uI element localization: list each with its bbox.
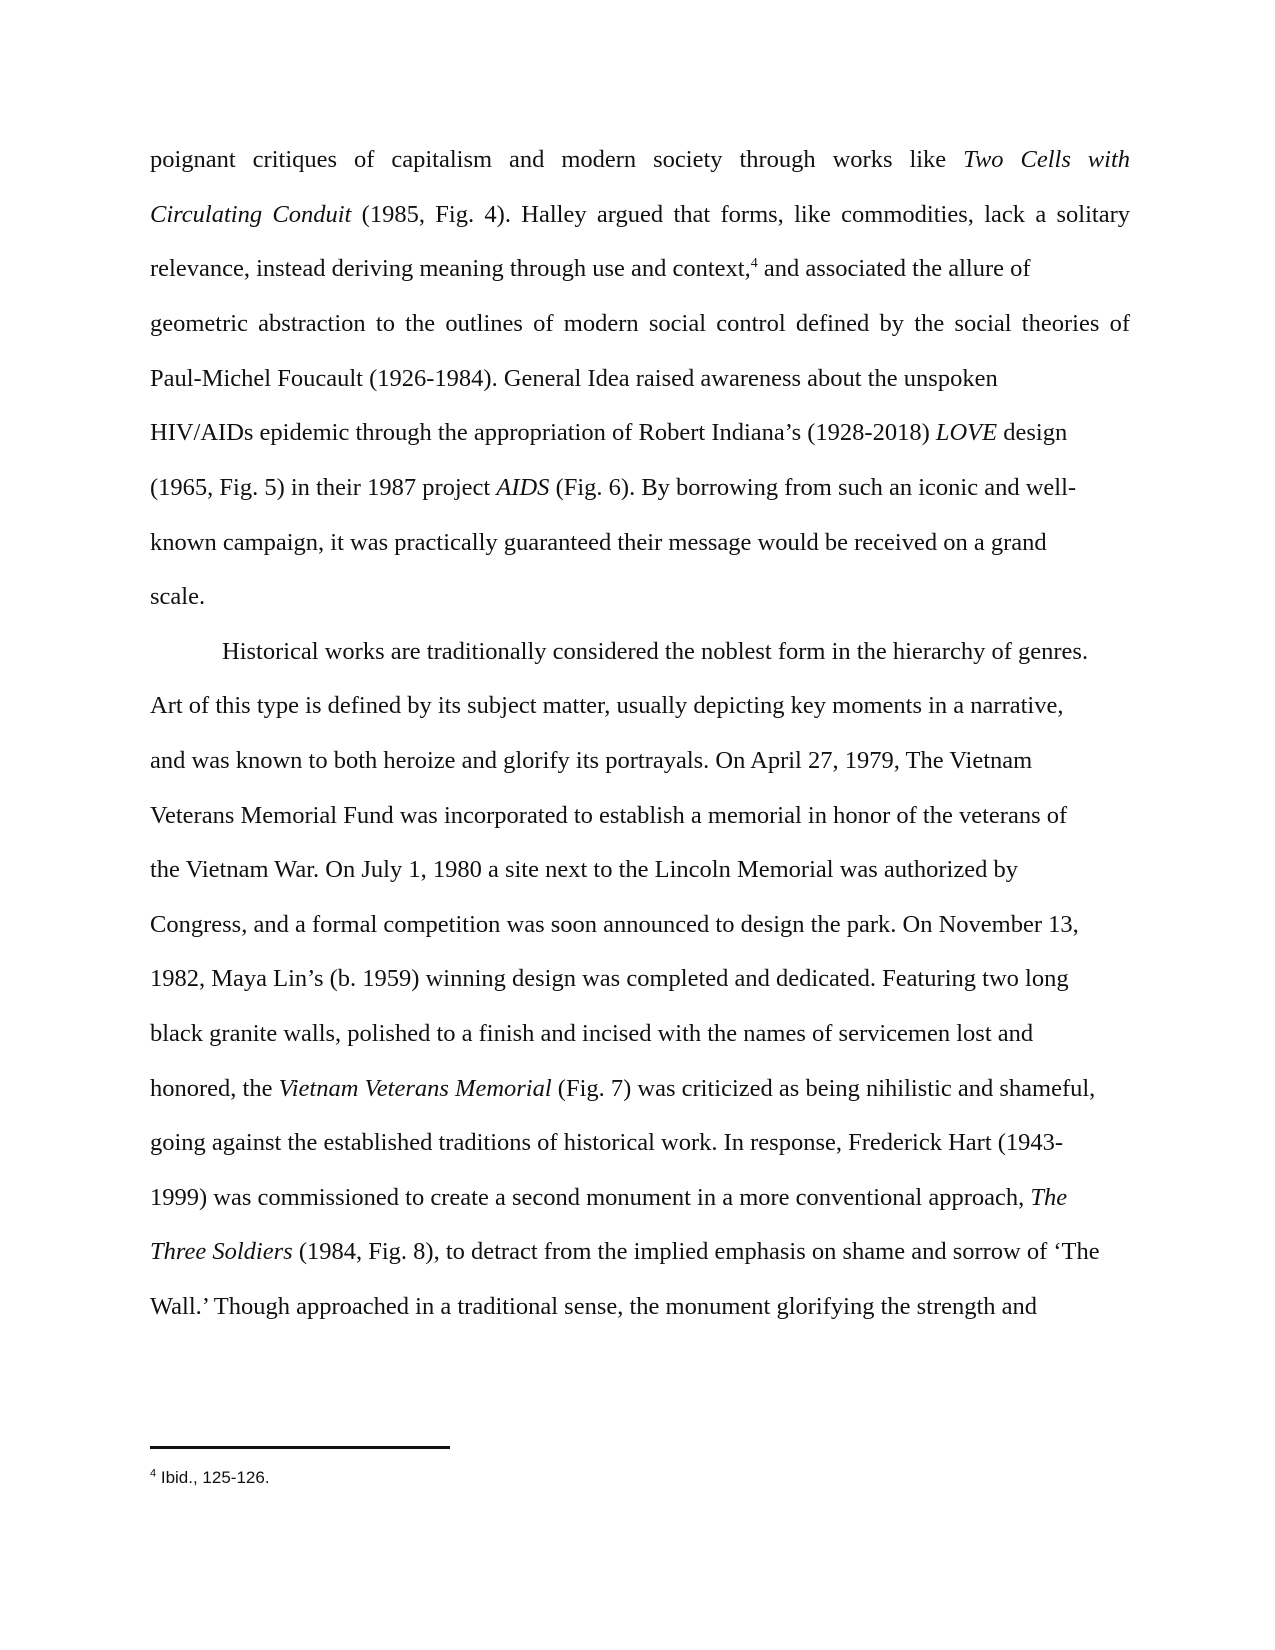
body-line: HIV/AIDs epidemic through the appropriation of Robert Indiana’s (1928-2018) LOVE design — [150, 419, 1068, 446]
body-line: black granite walls, polished to a finish and incised with the names of servicemen lost and — [150, 1020, 1034, 1047]
body-line: relevance, instead deriving meaning through use and context,$^4$ and associated the allure of — [150, 255, 1031, 282]
body-line: 1982, Maya Lin’s (b. 1959) winning design was completed and dedicated. Featuring two long — [150, 965, 1069, 992]
body-line: Veterans Memorial Fund was incorporated to establish a memorial in honor of the veterans of — [150, 802, 1068, 829]
footnote-reference: 4 — [750, 255, 758, 271]
body-line: Paul-Michel Foucault (1926-1984). General Idea raised awareness about the unspoken — [150, 365, 998, 392]
body-line: the Vietnam War. On July 1, 1980 a site next to the Lincoln Memorial was authorized by — [150, 856, 1018, 883]
body-line: geometric abstraction to the outlines of modern social control defined by the social theories of — [150, 310, 1130, 337]
body-line: (1965, Fig. 5) in their 1987 project AIDS (Fig. 6). By borrowing from such an iconic and well- — [150, 474, 1077, 501]
body-line: Three Soldiers (1984, Fig. 8), to detract from the implied emphasis on shame and sorrow of ‘The — [150, 1238, 1100, 1265]
artwork-title: The — [1030, 1184, 1068, 1211]
artwork-title: Two Cells with — [963, 146, 1131, 173]
body-line: Wall.’ Though approached in a traditional sense, the monument glorifying the strength and — [150, 1293, 1038, 1320]
artwork-title: Three Soldiers — [150, 1238, 293, 1265]
body-line: scale. — [150, 583, 206, 610]
body-line: Circulating Conduit (1985, Fig. 4). Halley argued that forms, like commodities, lack a solitary — [150, 201, 1131, 228]
body-line: Art of this type is defined by its subject matter, usually depicting key moments in a narrative, — [150, 692, 1064, 719]
artwork-title: Vietnam Veterans Memorial — [278, 1075, 552, 1102]
paragraph-first-line: Historical works are traditionally considered the noblest form in the hierarchy of genres. — [222, 638, 1089, 665]
body-line: poignant critiques of capitalism and modern society through works like Two Cells with — [150, 146, 1131, 173]
artwork-title: LOVE — [935, 419, 998, 446]
body-line: and was known to both heroize and glorify its portrayals. On April 27, 1979, The Vietnam — [150, 747, 1033, 774]
footnote-separator — [150, 1446, 450, 1449]
body-line: 1999) was commissioned to create a second monument in a more conventional approach, The — [150, 1184, 1068, 1211]
footnote — [150, 1466, 270, 1490]
body-line: known campaign, it was practically guaranteed their message would be received on a grand — [150, 529, 1047, 556]
footnote-number: 4 — [150, 1467, 157, 1480]
body-line: going against the established traditions of historical work. In response, Frederick Hart (1943- — [150, 1129, 1064, 1156]
artwork-title: AIDS — [496, 474, 550, 501]
body-line: honored, the Vietnam Veterans Memorial (Fig. 7) was criticized as being nihilistic and shameful, — [150, 1075, 1096, 1102]
footnote-text: Ibid., 125-126. — [156, 1468, 270, 1487]
artwork-title: Circulating Conduit — [150, 201, 352, 228]
body-line: Congress, and a formal competition was soon announced to design the park. On November 13, — [150, 911, 1079, 938]
